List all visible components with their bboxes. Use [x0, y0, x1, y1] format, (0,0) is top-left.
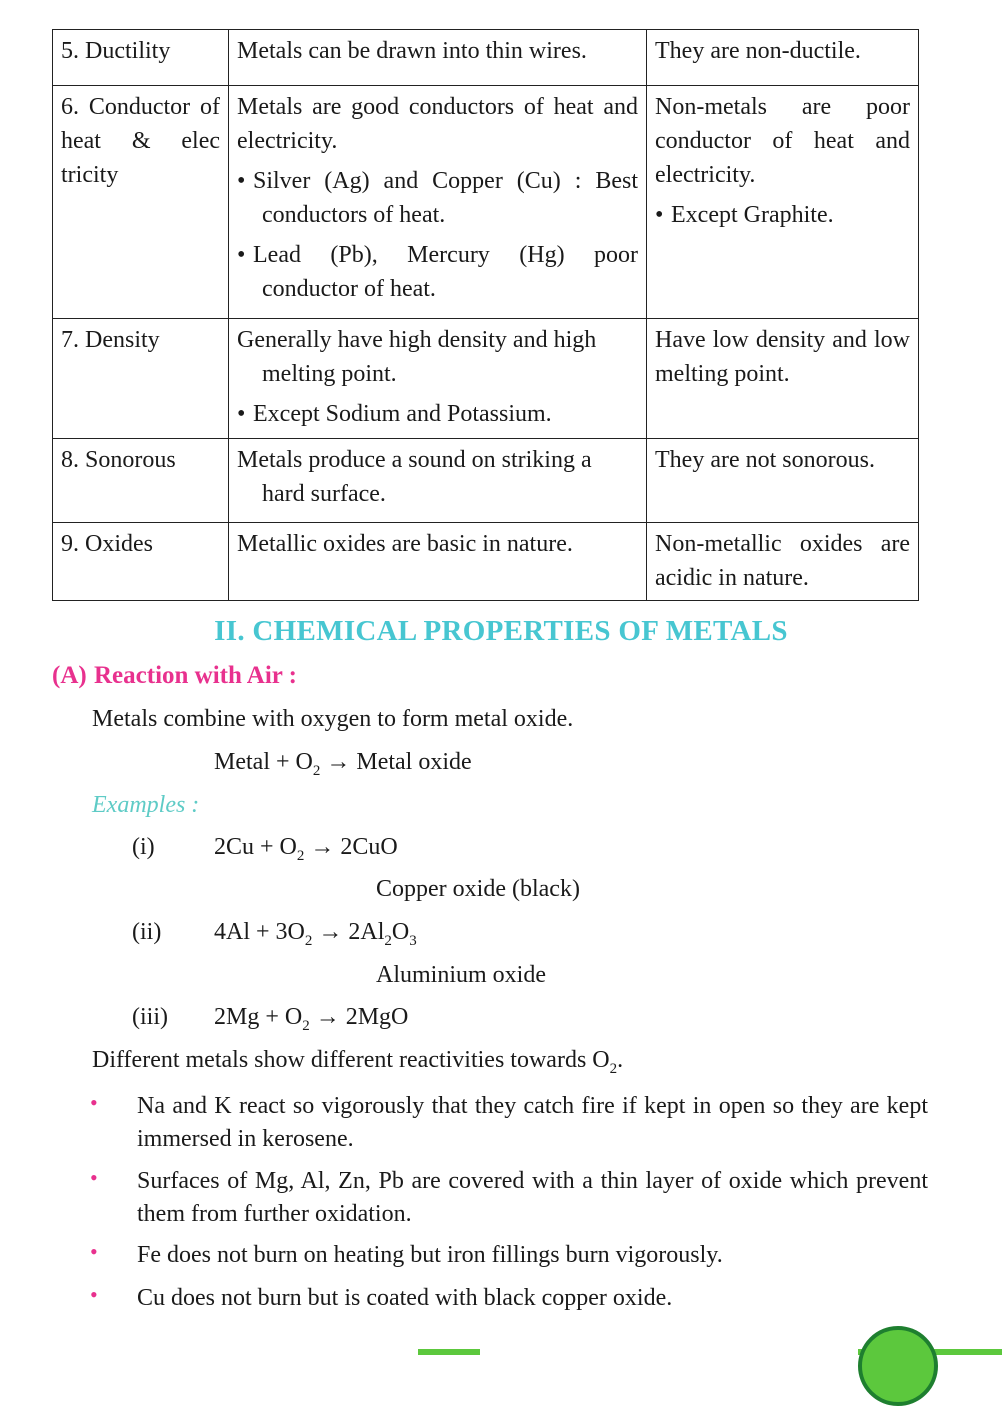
general-equation — [214, 749, 472, 779]
eq-part: O — [391, 919, 410, 945]
metals-text: Metals can be drawn into thin wires. — [237, 38, 587, 64]
eq-subscript: 2 — [296, 848, 305, 864]
property-cell — [53, 439, 229, 523]
eq-part: 4Al + 3O — [214, 919, 305, 945]
metals-cell — [229, 86, 647, 319]
property-label: 5. Ductility — [61, 38, 171, 64]
nonmetals-text: They are non-ductile. — [655, 38, 861, 64]
eq-subscript: 2 — [384, 933, 392, 949]
example-number: (iii) — [132, 1004, 168, 1030]
bullet-text: Except Graphite. — [671, 202, 834, 228]
table-row — [53, 523, 919, 601]
property-cell — [53, 319, 229, 439]
bullet-icon: • — [237, 401, 246, 427]
eq-part: → Metal oxide — [320, 749, 472, 775]
example-number: (ii) — [132, 919, 162, 945]
nonmetals-cell — [647, 86, 919, 319]
list-item — [90, 1282, 928, 1315]
reactivity-text — [92, 1047, 624, 1077]
side-watermark — [957, 1105, 985, 1290]
eq-subscript: 2 — [609, 1061, 618, 1077]
footer-decoration — [418, 1349, 480, 1355]
table-row — [53, 319, 919, 439]
list-item — [90, 1090, 928, 1156]
example-equation — [214, 834, 398, 864]
eq-part: → 2MgO — [309, 1004, 409, 1030]
example-number: (i) — [132, 834, 155, 860]
list-item — [237, 397, 638, 431]
example-equation — [214, 919, 417, 949]
property-cell — [53, 30, 229, 86]
list-item — [90, 1165, 928, 1231]
bullet-text: Cu does not burn but is coated with black copper oxide. — [137, 1285, 673, 1311]
example-equation — [214, 1004, 409, 1034]
table-row — [53, 86, 919, 319]
metals-cell — [229, 319, 647, 439]
property-label: 6. Conductor of heat & elec tricity — [61, 94, 220, 188]
nonmetals-cell — [647, 523, 919, 601]
nonmetals-cell — [647, 439, 919, 523]
table-row — [53, 439, 919, 523]
metals-text: Metals produce a sound on striking a hard surface. — [237, 447, 592, 507]
properties-table — [52, 29, 919, 601]
bullet-text: Silver (Ag) and Copper (Cu) : Best conductors of heat. — [253, 168, 638, 228]
property-cell — [53, 86, 229, 319]
page-badge — [858, 1326, 938, 1406]
bullet-icon: • — [237, 168, 246, 194]
eq-part: 2Cu + O — [214, 834, 297, 860]
bullet-icon: • — [90, 1090, 98, 1115]
intro-text: Metals combine with oxygen to form metal oxide. — [92, 706, 574, 732]
eq-part: Metal + O — [214, 749, 313, 775]
example-product-name: Aluminium oxide — [376, 962, 546, 988]
metals-text: Generally have high density and high melting point. — [237, 327, 597, 387]
eq-subscript: 3 — [409, 933, 417, 949]
eq-part: 2Mg + O — [214, 1004, 303, 1030]
nonmetals-text: Non-metallic oxides are acidic in nature. — [655, 531, 910, 591]
bullet-text: Except Sodium and Potassium. — [253, 401, 552, 427]
section-heading: II. CHEMICAL PROPERTIES OF METALS — [214, 615, 788, 647]
eq-subscript: 2 — [302, 1018, 310, 1034]
text-part: . — [617, 1047, 624, 1073]
bullet-icon: • — [655, 202, 664, 228]
nonmetals-cell — [647, 30, 919, 86]
property-cell — [53, 523, 229, 601]
metals-text: Metals are good conductors of heat and electricity. — [237, 94, 638, 154]
list-item — [237, 164, 638, 232]
subheading — [52, 662, 297, 690]
bullet-icon: • — [237, 242, 246, 268]
example-product-name: Copper oxide (black) — [376, 876, 580, 902]
bullet-text: Na and K react so vigorously that they catch fire if kept in open so they are kept immersed in kerosene. — [137, 1093, 928, 1152]
bullet-icon: • — [90, 1165, 98, 1190]
eq-part: → 2CuO — [304, 834, 398, 860]
nonmetals-text: Have low density and low melting point. — [655, 327, 910, 387]
subheading-text: Reaction with Air : — [94, 662, 297, 689]
list-item — [655, 198, 910, 232]
metals-text: Metallic oxides are basic in nature. — [237, 531, 573, 557]
table-row — [53, 30, 919, 86]
metals-cell — [229, 30, 647, 86]
nonmetals-text: They are not sonorous. — [655, 447, 875, 473]
property-label: 7. Density — [61, 327, 160, 353]
nonmetals-text: Non-metals are poor conductor of heat and electricity. — [655, 94, 910, 188]
metals-cell — [229, 523, 647, 601]
eq-subscript: 2 — [312, 763, 321, 779]
examples-label: Examples : — [92, 792, 200, 818]
metals-cell — [229, 439, 647, 523]
text-part: Different metals show different reactivities towards O — [92, 1047, 610, 1073]
subheading-label: (A) — [52, 662, 87, 689]
property-label: 9. Oxides — [61, 531, 153, 557]
property-label: 8. Sonorous — [61, 447, 176, 473]
list-item — [90, 1239, 928, 1272]
list-item — [237, 238, 638, 306]
eq-part: → 2Al — [312, 919, 385, 945]
nonmetals-cell — [647, 319, 919, 439]
eq-subscript: 2 — [304, 933, 313, 949]
bullet-icon: • — [90, 1239, 98, 1264]
bullet-icon: • — [90, 1282, 98, 1307]
bullet-text: Fe does not burn on heating but iron fillings burn vigorously. — [137, 1242, 723, 1268]
bullet-text: Lead (Pb), Mercury (Hg) poor conductor of heat. — [253, 242, 638, 302]
bullet-text: Surfaces of Mg, Al, Zn, Pb are covered with a thin layer of oxide which prevent them from further oxidation. — [137, 1168, 928, 1227]
